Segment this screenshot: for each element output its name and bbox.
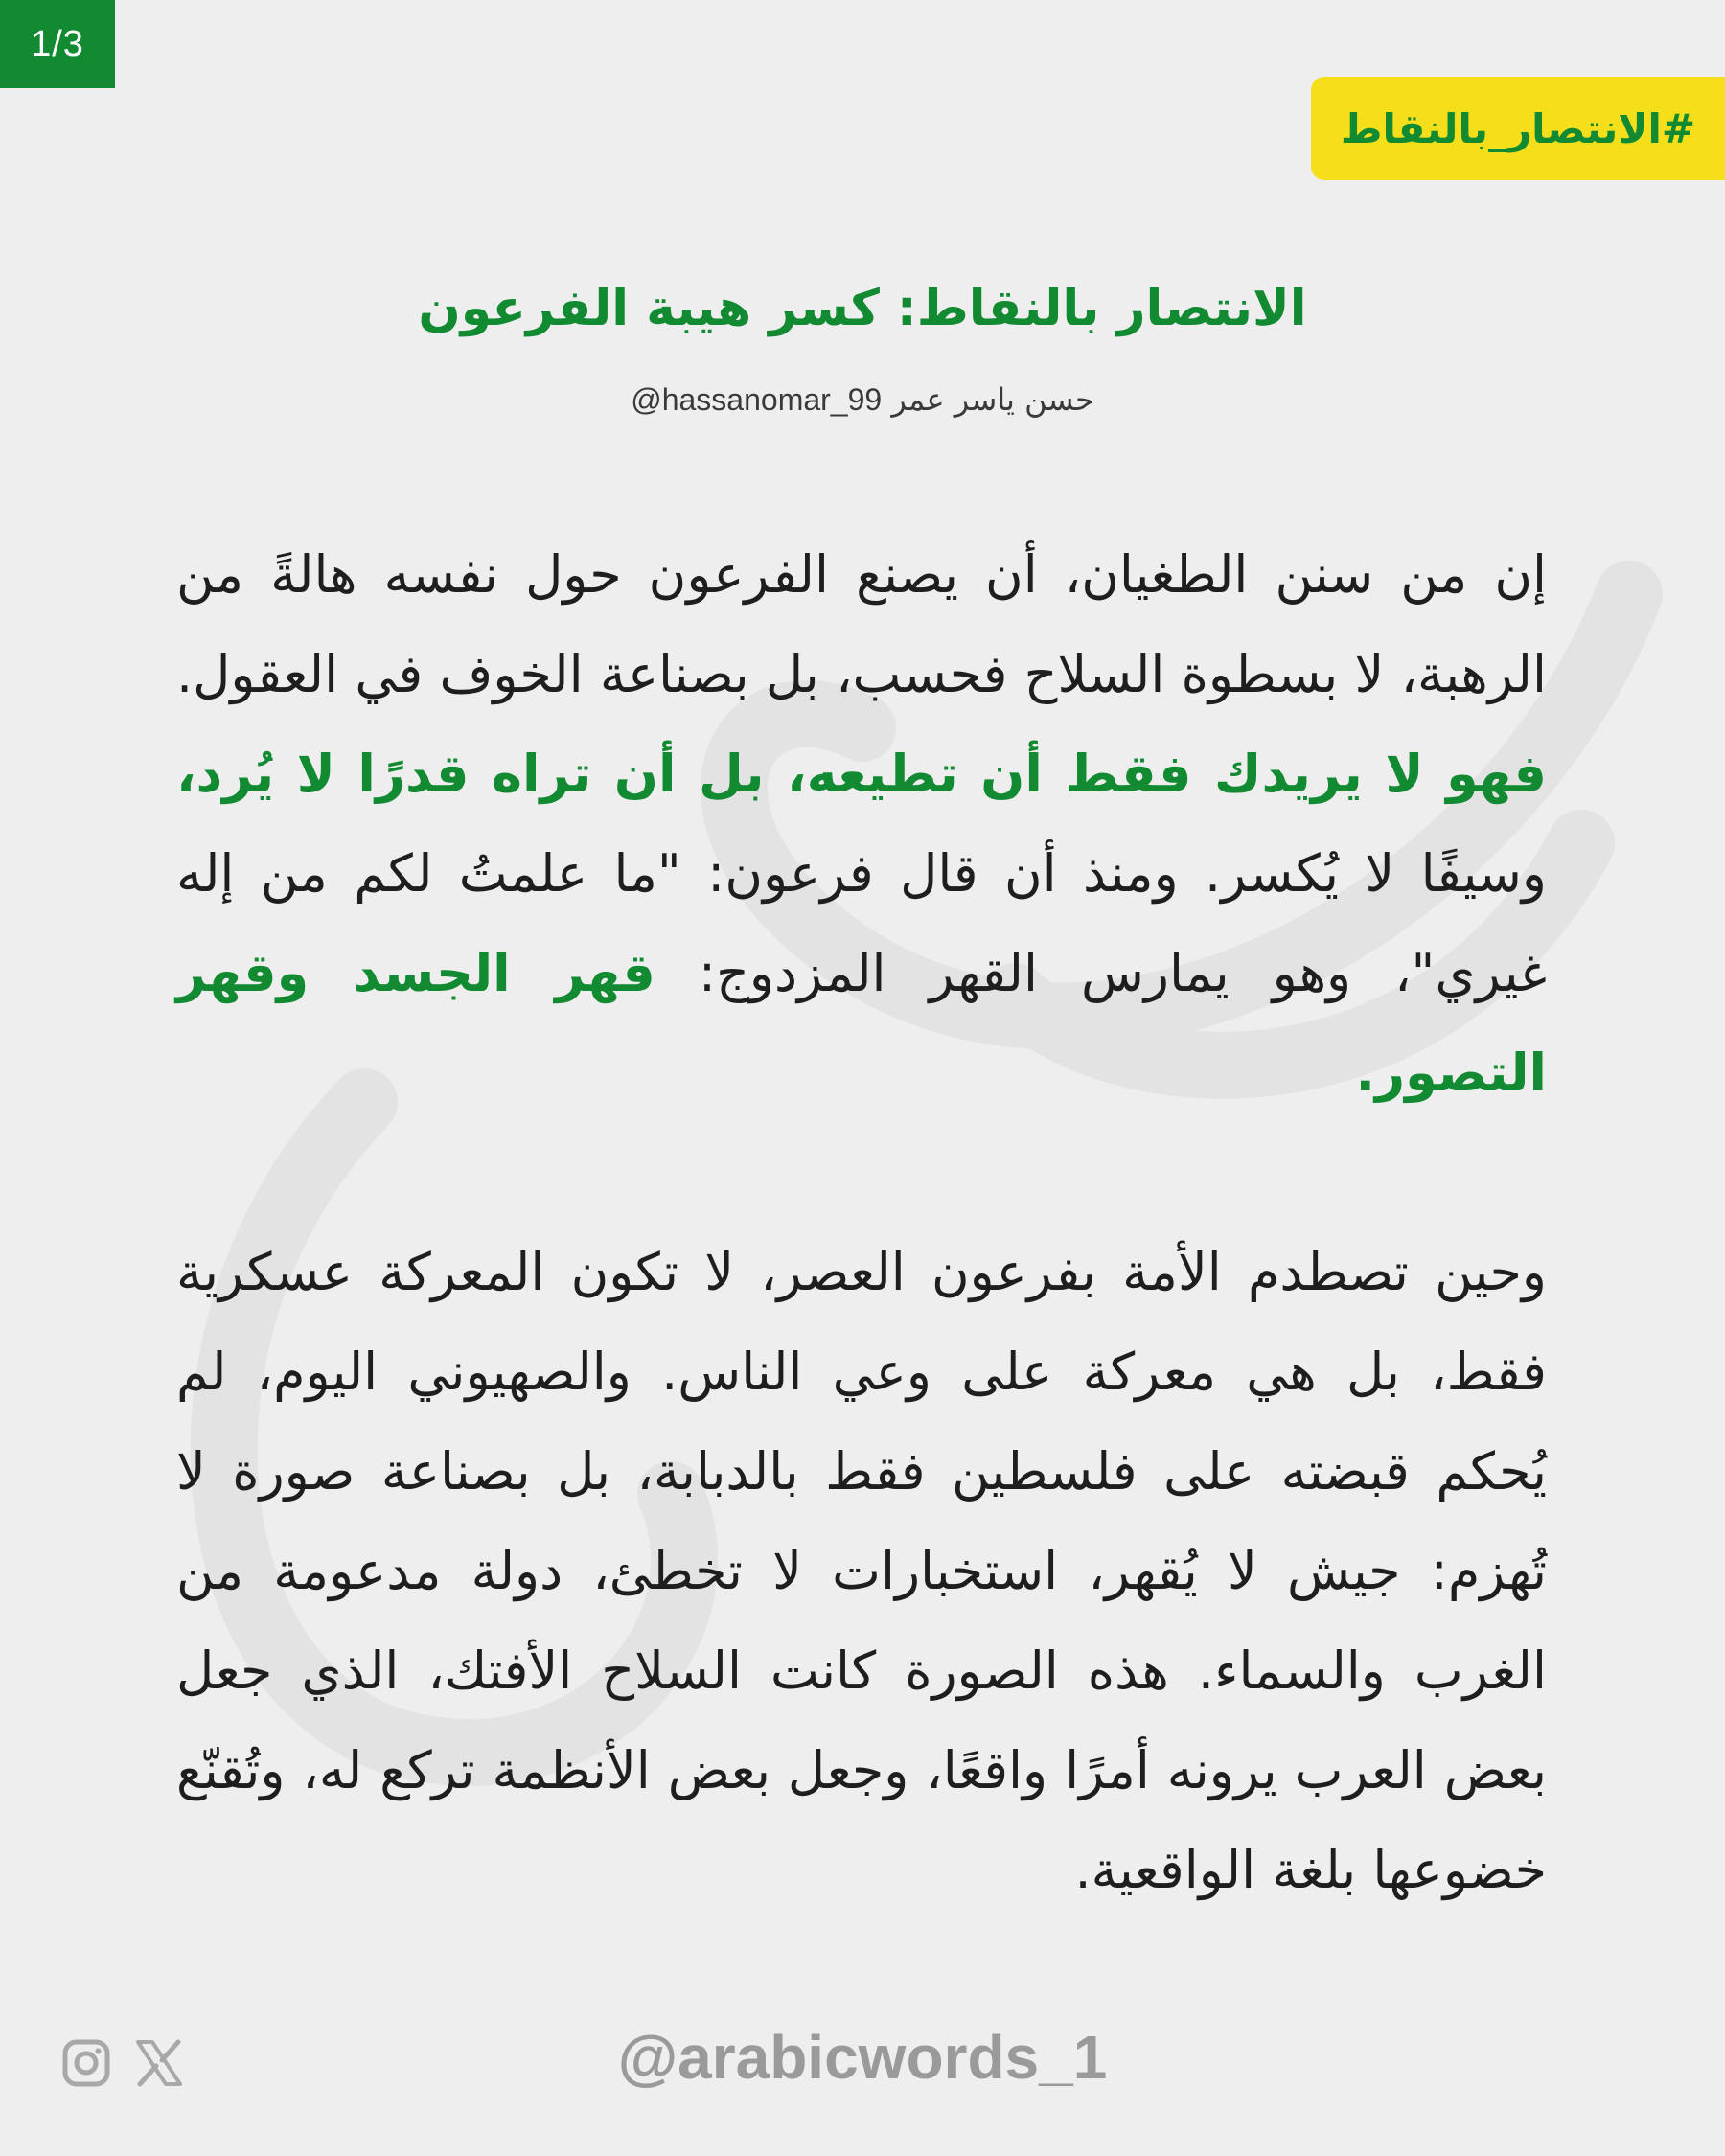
highlight-text: فهو لا يريدك فقط أن تطيعه، بل أن تراه قدرًا لا يُرد، [176, 744, 1547, 804]
paragraph-2: وحين تصطدم الأمة بفرعون العصر، لا تكون المعركة عسكرية فقط، بل هي معركة على وعي الناس. والصهيوني اليوم، لم يُحكم قبضته على فلسطين فقط بالدبابة، بل بصناعة صورة لا تُهزم: جيش لا يُقهر، استخبارات لا تخطئ، دولة مدعومة من الغرب والسماء. هذه الصورة كانت السلاح الأفتك، الذي جعل بعض العرب يرونه أمرًا واقعًا، وجعل بعض الأنظمة تركع له، وتُقنّع خضوعها بلغة الواقعية. [176, 1242, 1547, 1900]
byline [0, 381, 1725, 418]
author-name: حسن ياسر عمر [891, 381, 1094, 418]
article-body [176, 525, 1547, 1920]
highlight-text: قهر الجسد وقهر التصور. [176, 943, 1547, 1103]
hashtag-badge[interactable]: #الانتصار_بالنقاط [1311, 77, 1725, 180]
author-handle[interactable]: @hassanomar_99 [631, 382, 883, 417]
paragraph-1 [176, 525, 1547, 1123]
footer-handle[interactable]: @arabicwords_1 [617, 2023, 1108, 2092]
paragraph-text: إن من سنن الطغيان، أن يصنع الفرعون حول نفسه هالةً من الرهبة، لا بسطوة السلاح فحسب، بل بصناعة الخوف في العقول. [176, 544, 1547, 704]
paragraph-text: وسيفًا لا يُكسر. ومنذ أن قال فرعون: "ما علمتُ لكم من إله غيري"، وهو يمارس القهر المزدوج: [176, 843, 1547, 1003]
article-title: الانتصار بالنقاط: كسر هيبة الفرعون [418, 280, 1307, 337]
page-counter: 1/3 [0, 0, 115, 88]
